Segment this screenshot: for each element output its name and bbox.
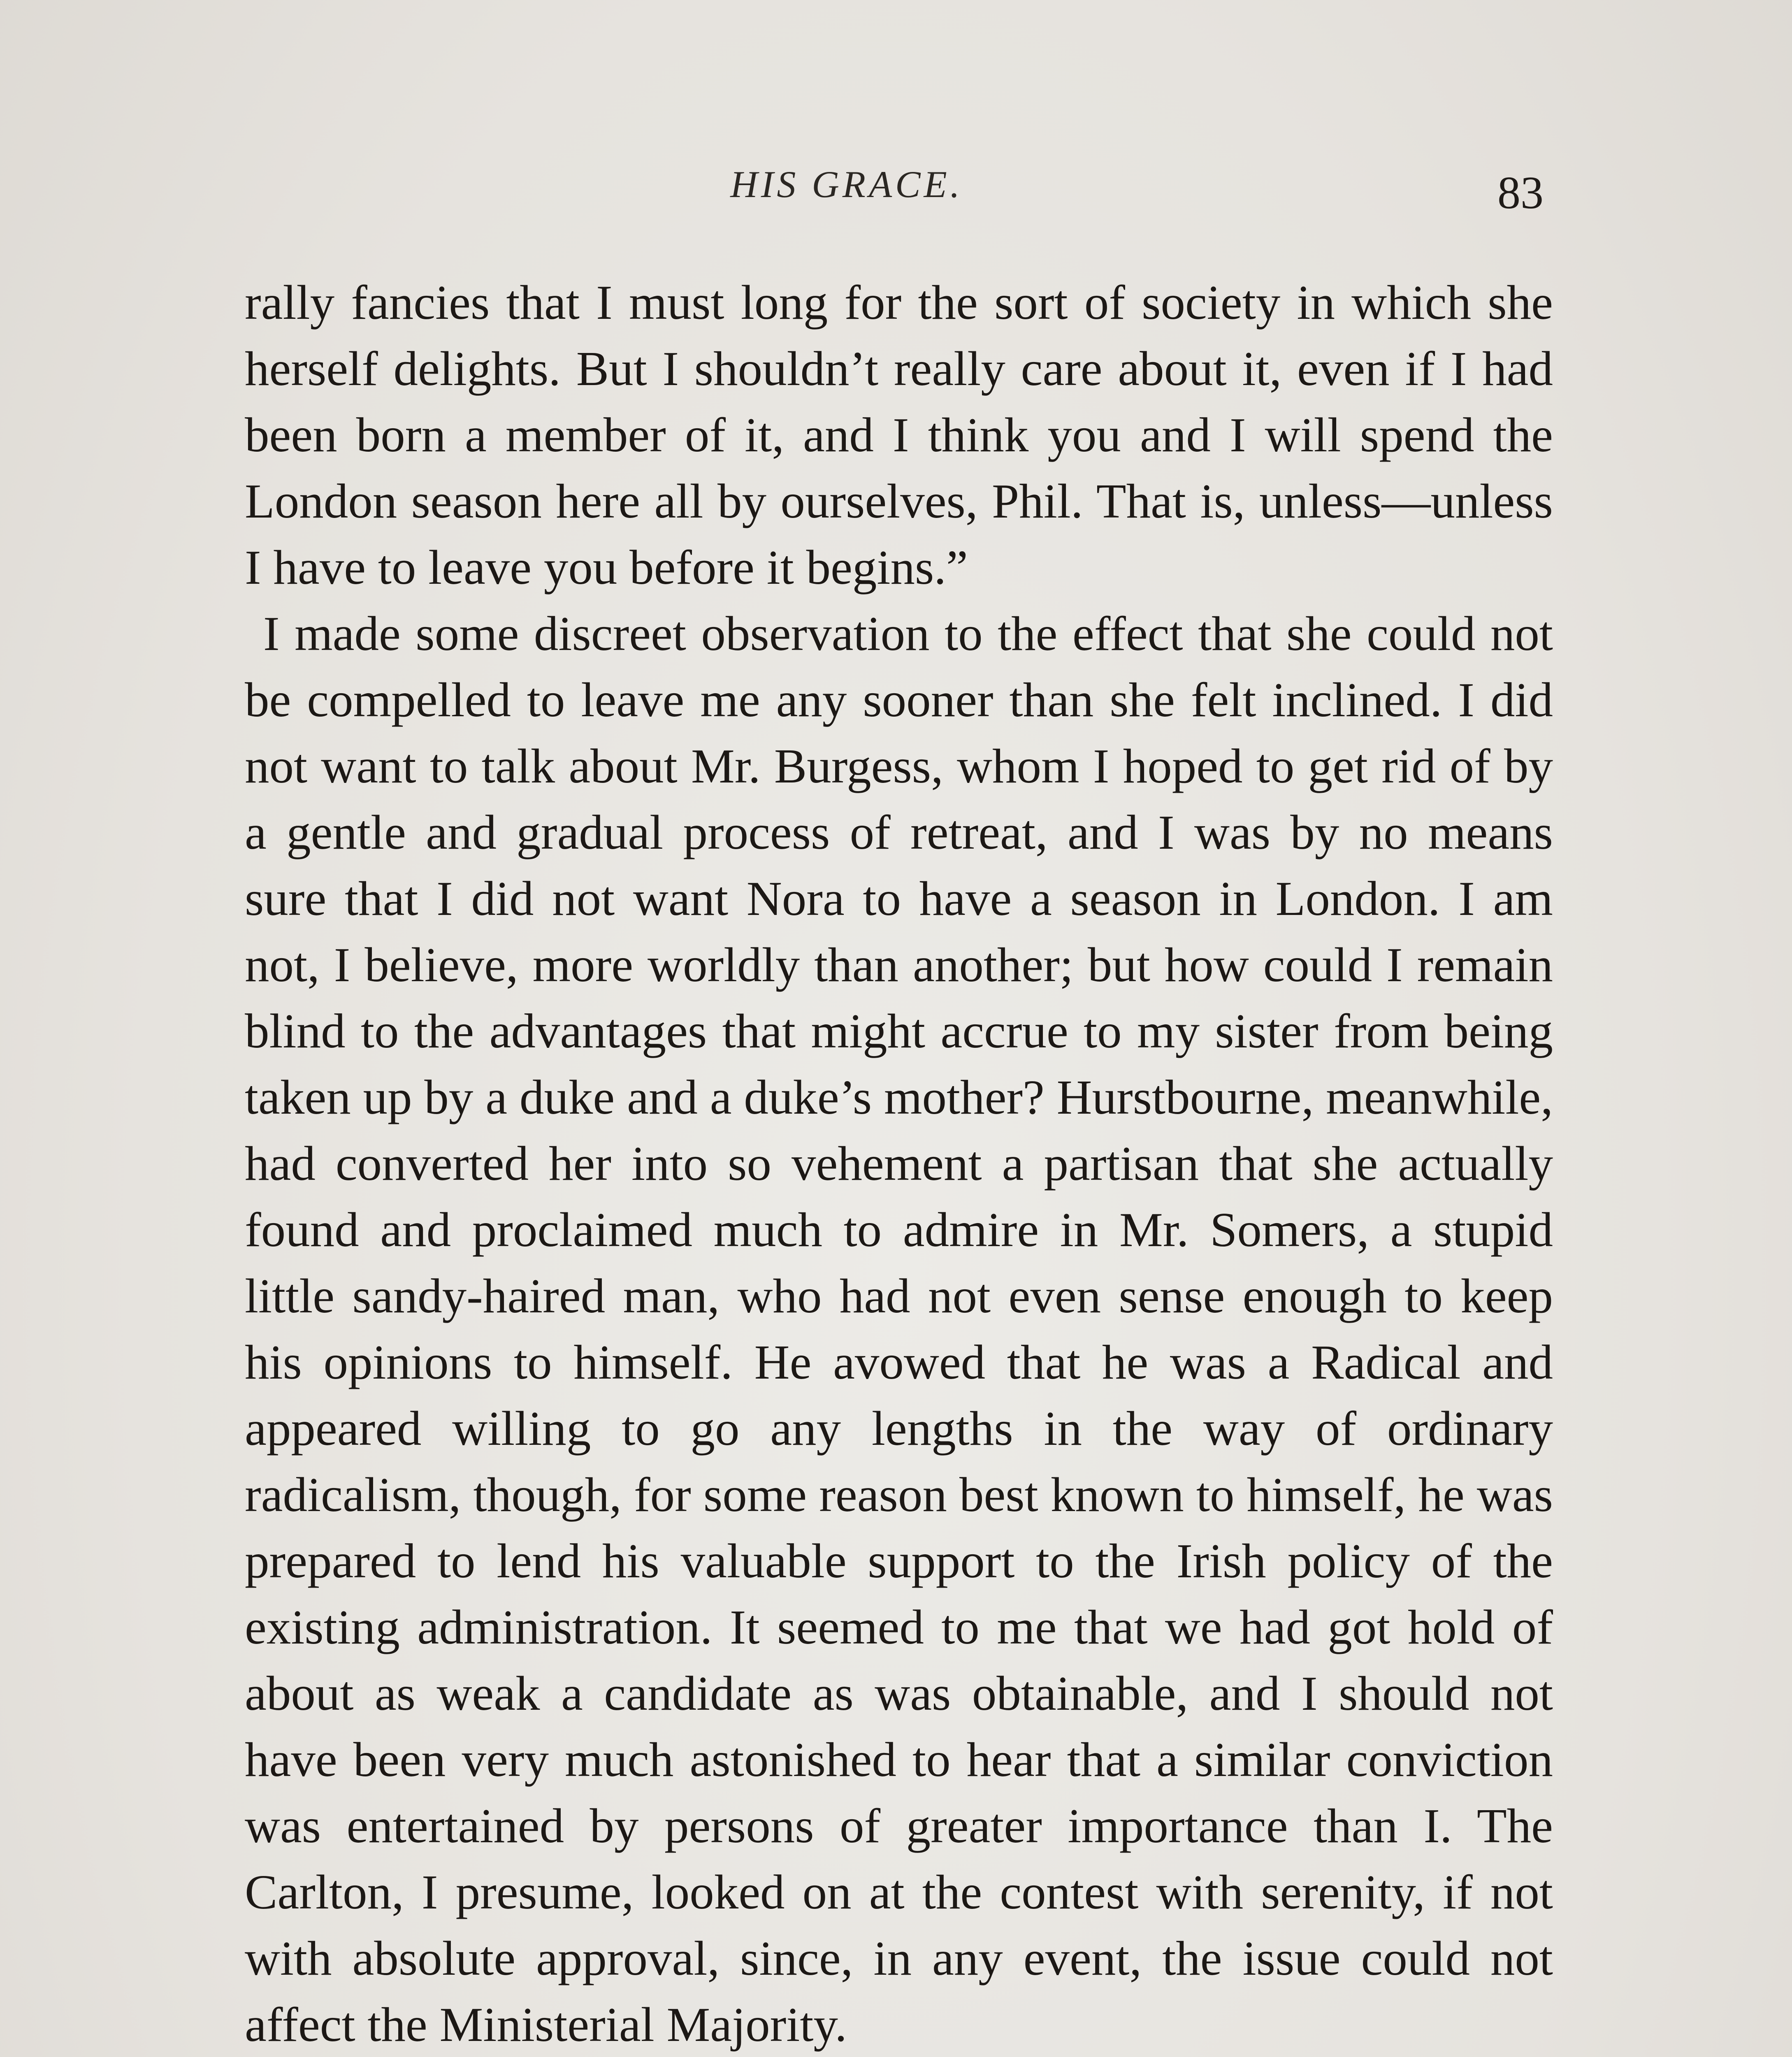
page-number: 83 [1497, 167, 1544, 218]
paragraph-2: I made some discreet observation to the effect that she could not be compelled to leave me any sooner than she felt inclined. I did not want to talk about Mr. Burgess, whom I hoped to get rid of by a gentle and gradual process of retreat, and I was by no means sure that I did not want Nora to have a season in London. I am not, I believe, more worldly than another; but how could I remain blind to the advantages that might accrue to my sister from being taken up by a duke and a duke’s mother? Hurstbourne, meanwhile, had converted her into so vehement a partisan that she actually found and proclaimed much to admire in Mr. Somers, a stupid little sandy-haired man, who had not even sense enough to keep his opinions to himself. He avowed that he was a Radical and appeared willing to go any lengths in the way of ordinary radicalism, though, for some reason best known to himself, he was prepared to lend his valuable support to the Irish policy of the existing administration. It seemed to me that we had got hold of about as weak a candidate as was obtainable, and I should not have been very much astonished to hear that a similar conviction was entertained by persons of greater importance than I. The Carlton, I presume, looked on at the contest with serenity, if not with absolute approval, since, in any event, the issue could not affect the Ministerial Majority. [245, 606, 1553, 2052]
paragraph-1: rally fancies that I must long for the sort of society in which she herself delights. But I shouldn’t really care about it, even if I had been born a member of it, and I think you and I will spend the London season here all by ourselves, Phil. That is, unless—unless I have to leave you before it begins.” [245, 275, 1553, 594]
running-head-title: HIS GRACE. [730, 163, 963, 205]
body-text [245, 269, 1553, 2057]
